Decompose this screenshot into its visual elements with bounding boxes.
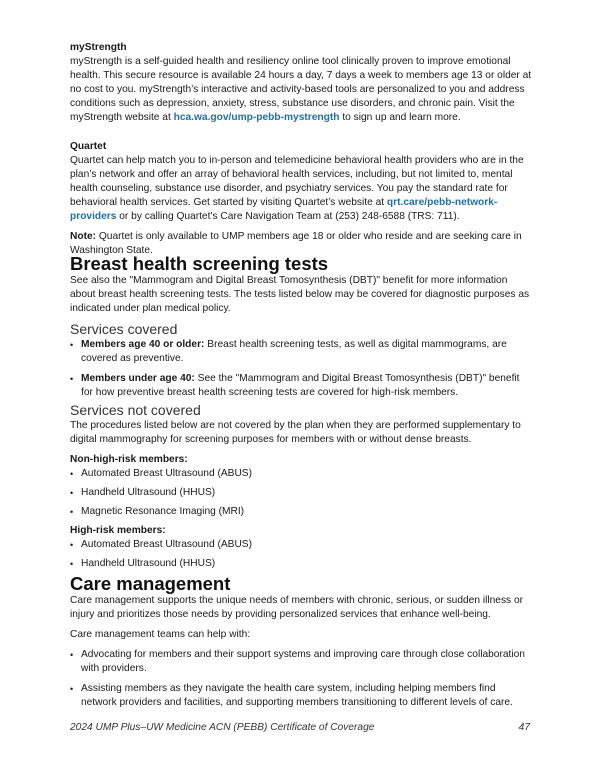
- care-heading: Care management: [70, 573, 231, 594]
- list-item: • Handheld Ultrasound (HHUS): [70, 557, 532, 571]
- services-covered-heading: Services covered: [70, 321, 178, 337]
- high-risk-list: [70, 538, 532, 571]
- list-item: • Handheld Ultrasound (HHUS): [70, 486, 532, 500]
- mystrength-title: myStrength: [70, 42, 127, 53]
- mystrength-text-end: to sign up and learn more.: [339, 112, 461, 123]
- non-high-risk-label: Non-high-risk members:: [70, 454, 188, 465]
- high-risk-label: High-risk members:: [70, 525, 166, 536]
- mystrength-link[interactable]: hca.wa.gov/ump-pebb-mystrength: [173, 112, 340, 123]
- quartet-text: Quartet can help match you to in-person and telemedicine behavioral health providers who are in the plan’s network and offer an array of behavioral health services, including, but not limited to, mental health counseling, substance use disorder, and psychiatry services. You pay the standard rate for behavioral health services. Get started by visiting Quartet’s website at: [70, 155, 524, 208]
- quartet-text-end: or by calling Quartet’s Care Navigation Team at (253) 248-6588 (TRS: 711).: [116, 211, 460, 222]
- mystrength-section: [70, 41, 532, 125]
- care-list: [70, 648, 532, 710]
- footer-title: 2024 UMP Plus–UW Medicine ACN (PEBB) Certificate of Coverage: [70, 722, 375, 733]
- non-high-risk-list: [70, 467, 532, 519]
- quartet-title: Quartet: [70, 141, 107, 152]
- list-item: [70, 338, 532, 366]
- item-text: See the "Mammogram and Digital Breast Tomosynthesis (DBT)" benefit for how preventive breast health screening tests are covered for high-risk members.: [81, 373, 520, 398]
- list-item: • Advocating for members and their support systems and improving care through close collaboration with providers.: [70, 648, 532, 676]
- care-section: [70, 573, 532, 710]
- page-number: 47: [518, 722, 530, 733]
- breast-intro: See also the "Mammogram and Digital Breast Tomosynthesis (DBT)" benefit for more information about breast health screening tests. The tests listed below may be covered for diagnostic purposes as indicated under plan medical policy.: [70, 275, 530, 314]
- note-text: Quartet is only available to UMP members age 18 or older who reside and are seeking care in Washington State.: [70, 231, 522, 256]
- mystrength-body: [70, 55, 532, 125]
- services-not-covered-heading: Services not covered: [70, 402, 201, 418]
- list-item: • Magnetic Resonance Imaging (MRI): [70, 505, 532, 519]
- not-covered-intro: The procedures listed below are not covered by the plan when they are performed supplementary to digital mammography for screening purposes for members with or without dense breasts.: [70, 420, 521, 445]
- care-intro: Care management supports the unique needs of members with chronic, serious, or sudden illness or injury and prioritizes those needs by providing personalized services that enhance well-being.: [70, 595, 524, 620]
- list-item: • Assisting members as they navigate the health care system, including helping members find network providers and facilities, and supporting members transitioning to different levels of care.: [70, 682, 532, 710]
- list-item: • Automated Breast Ultrasound (ABUS): [70, 467, 532, 481]
- not-covered-section: [70, 402, 532, 571]
- breast-heading: Breast health screening tests: [70, 253, 329, 274]
- note-label: Note:: [70, 231, 97, 242]
- covered-list: [70, 338, 532, 400]
- list-item: [70, 372, 532, 400]
- quartet-body: [70, 154, 532, 224]
- item-label: Members under age 40:: [81, 373, 195, 384]
- page-footer: [70, 722, 532, 733]
- item-text: Breast health screening tests, as well as digital mammograms, are covered as preventive.: [81, 339, 507, 364]
- mystrength-text: myStrength is a self-guided health and resiliency online tool clinically proven to improve emotional health. This secure resource is available 24 hours a day, 7 days a week to members age 13 or older at no cost to you. myStrength’s interactive and activity-based tools are personalized to you and address conditions such as depression, anxiety, stress, substance use disorders, and chronic pain. Visit the myStrength website at: [70, 56, 532, 123]
- breast-section: [70, 253, 532, 400]
- list-item: • Automated Breast Ultrasound (ABUS): [70, 538, 532, 552]
- quartet-section: [70, 140, 532, 258]
- quartet-link[interactable]: qrt.care/pebb-network-providers: [70, 197, 498, 222]
- item-label: Members age 40 or older:: [81, 339, 205, 350]
- care-lead: Care management teams can help with:: [70, 629, 251, 640]
